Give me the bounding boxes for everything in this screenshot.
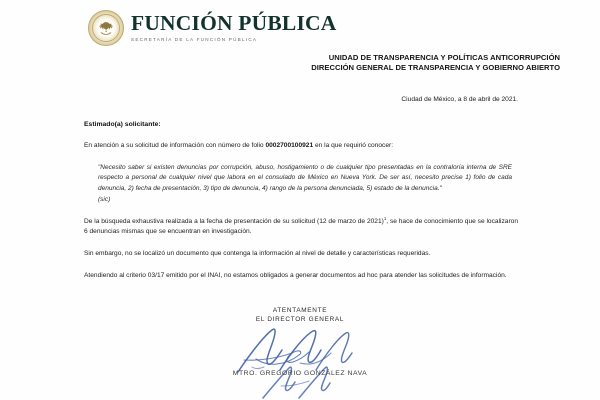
unit-heading-block bbox=[0, 53, 560, 74]
salutation: Estimado(a) solicitante: bbox=[84, 121, 161, 128]
intro-text-before-folio: En atención a su solicitud de información con número de folio bbox=[84, 142, 266, 149]
unit-heading-line-2: DIRECCIÓN GENERAL DE TRANSPARENCIA Y GOBIERNO ABIERTO bbox=[311, 63, 560, 73]
footnote-marker: 1 bbox=[383, 215, 387, 221]
signer-name: MTRO. GREGORIO GONZÁLEZ NAVA bbox=[232, 370, 368, 377]
handwritten-signature-icon bbox=[0, 326, 600, 368]
mexico-coat-of-arms-seal-icon bbox=[88, 10, 124, 46]
letter-body bbox=[84, 121, 518, 292]
search-result-text-1: De la búsqueda exhaustiva realizada a la fecha de presentación de su solicitud (12 de marzo de 2021) bbox=[84, 217, 384, 225]
search-result-paragraph bbox=[84, 217, 518, 238]
wordmark-subtitle: SECRETARÍA DE LA FUNCIÓN PÚBLICA bbox=[131, 36, 258, 42]
intro-text-after-folio: en la que requirió conocer: bbox=[313, 142, 394, 149]
criterion-paragraph: Atendiendo al criterio 03/17 emitido por el INAI, no estamos obligados a generar documentos ad hoc para atender las solicitudes de información. bbox=[84, 271, 507, 279]
signature-role: EL DIRECTOR GENERAL bbox=[255, 316, 345, 324]
signature-atentamente: ATENTAMENTE bbox=[272, 307, 328, 314]
letterhead bbox=[88, 10, 336, 46]
unit-heading-line-1: UNIDAD DE TRANSPARENCIA Y POLÍTICAS ANTICORRUPCIÓN bbox=[328, 53, 560, 62]
request-quote bbox=[98, 163, 512, 206]
signature-block bbox=[0, 306, 600, 368]
however-paragraph: Sin embargo, no se localizó un documento que contenga la información al nivel de detalle y características requeridas. bbox=[84, 250, 431, 258]
search-result-text-2: , se hace de conocimiento que se localizaron 6 denuncias mismas que se encuentran en investigación. bbox=[84, 217, 518, 236]
date-line: Ciudad de México, a 8 de abril de 2021. bbox=[401, 96, 518, 103]
sic-marker: (sic) bbox=[98, 196, 111, 204]
intro-paragraph bbox=[84, 141, 518, 152]
request-quote-text: "Necesito saber si existen denuncias por corrupción, abuso, hostigamiento o de cualquier tipo presentadas en la contraloría interna de SRE respecto a personal de cualquier nivel que labora en el consulado de México en Nueva York. De ser así, necesito precise 1) folio de cada denuncia, 2) fecha de presentación, 3) tipo de denuncia, 4) rango de la persona denunciada, 5) estado de la denuncia." bbox=[98, 163, 512, 193]
wordmark bbox=[131, 13, 336, 42]
wordmark-title: FUNCIÓN PÚBLICA bbox=[131, 11, 337, 36]
folio-number: 0002700100921 bbox=[265, 142, 314, 149]
